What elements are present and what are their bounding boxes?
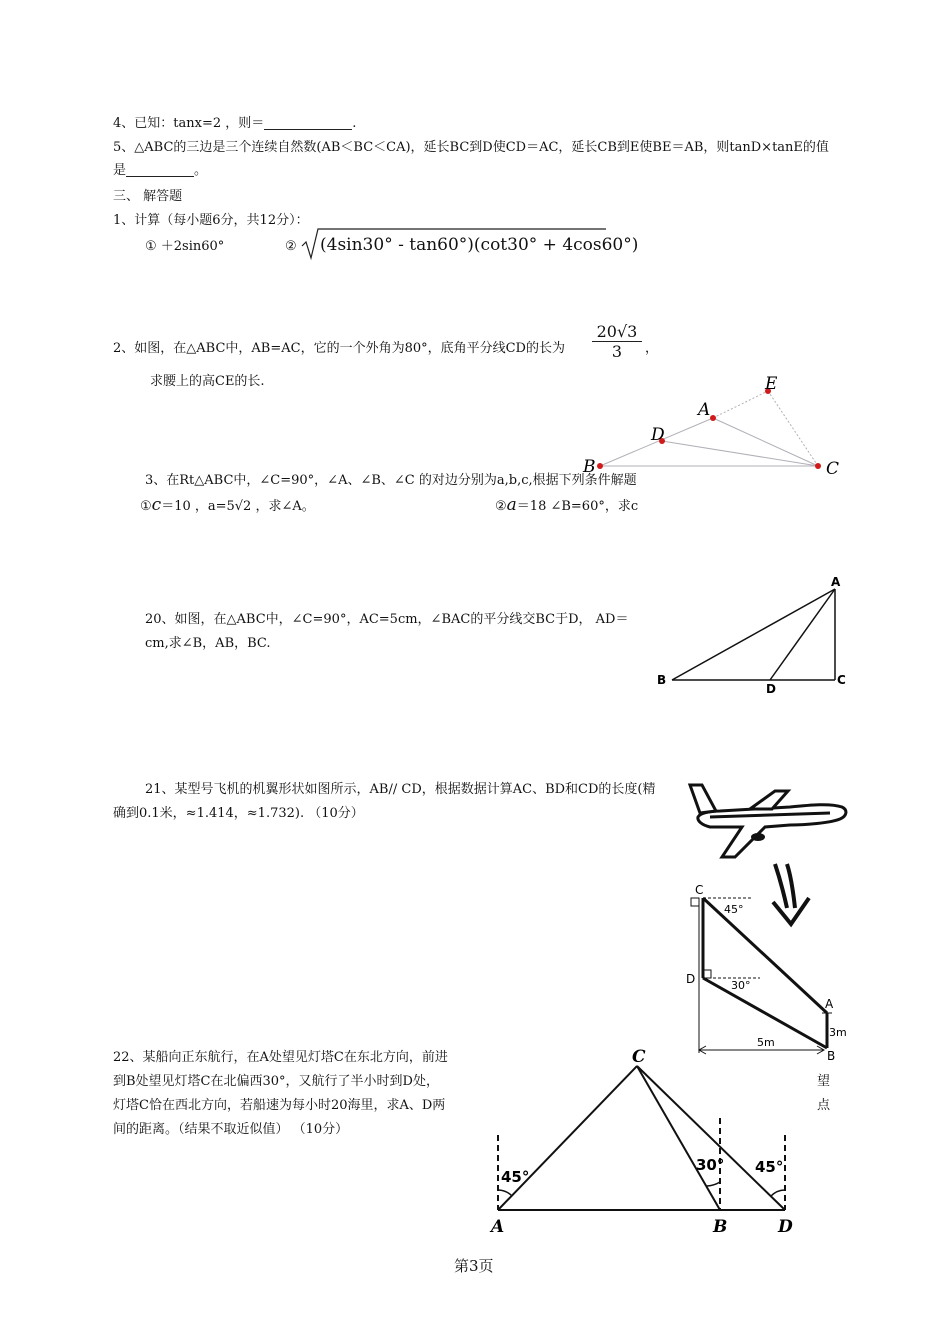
- problem-2-comma: ，: [645, 341, 659, 356]
- question-5-line1: 5、△ABC的三边是三个连续自然数(AB＜BC＜CA)，延长BC到D使CD＝AC，延长CB到E使BE＝AB，则tanD×tanE的值: [113, 140, 829, 155]
- problem-1-title: 1、计算（每小题6分，共12分）：: [113, 213, 309, 228]
- question-5-prefix: 是: [113, 163, 127, 178]
- problem-2-line2: 求腰上的高CE的长.: [150, 374, 265, 389]
- question-4-end: .: [352, 116, 357, 131]
- label-d: D: [766, 682, 776, 696]
- label-a: A: [698, 400, 711, 420]
- label-d: D: [651, 425, 665, 445]
- angle-30: 30°: [731, 979, 751, 992]
- problem-22-line2: 到B处望见灯塔C在北偏西30°，又航行了半小时到D处，: [113, 1074, 439, 1089]
- label-c: C: [695, 883, 704, 897]
- variable-c: c: [151, 495, 162, 515]
- side-text-2: 点: [817, 1098, 831, 1113]
- page-number: 第3页: [454, 1257, 494, 1275]
- fraction-numerator: 20√3: [592, 322, 642, 342]
- fraction-denominator: 3: [611, 342, 623, 361]
- label-d: D: [778, 1217, 793, 1237]
- condition-2-mark: ②: [495, 499, 507, 514]
- condition-2-text: ＝18 ∠B=60°，求c: [516, 499, 639, 514]
- question-5-suffix: 。: [194, 163, 208, 178]
- problem-20-line1: 20、如图，在△ABC中，∠C=90°，AC=5cm，∠BAC的平分线交BC于D， AD＝: [145, 612, 629, 627]
- label-a: A: [825, 997, 834, 1011]
- segment-cb: [637, 1066, 720, 1210]
- label-c: C: [826, 459, 840, 479]
- section-title: 三、 解答题: [113, 189, 183, 204]
- label-a: A: [831, 575, 841, 589]
- angle-45: 45°: [724, 903, 744, 916]
- angle-45-left: 45°: [501, 1168, 530, 1186]
- problem-21-line2: 确到0.1米，≈1.414，≈1.732). （10分）: [113, 806, 364, 821]
- condition-1-mark: ①: [140, 499, 152, 514]
- problem-22-line1: 22、某船向正东航行，在A处望见灯塔C在东北方向，前进: [113, 1050, 448, 1065]
- condition-1-text: ＝10 ，a=5√2 ，求∠A。: [161, 499, 315, 514]
- angle-45-right: 45°: [755, 1158, 784, 1176]
- problem-22-line3: 灯塔C恰在西北方向，若船速为每小时20海里，求A、D两: [113, 1098, 446, 1113]
- problem-1-item-2-expression: (4sin30° - tan60°)(cot30° + 4cos60°): [320, 235, 639, 255]
- label-c: C: [632, 1047, 646, 1067]
- question-4-text: 4、已知：tanx=2 ，则＝: [113, 116, 265, 131]
- length-3m: 3m: [829, 1026, 847, 1039]
- problem-22-line4: 间的距离。（结果不取近似值） （10分）: [113, 1122, 349, 1137]
- label-b: B: [657, 673, 667, 687]
- problem-2-text: 2、如图，在△ABC中，AB=AC，它的一个外角为80°，底角平分线CD的长为: [113, 341, 565, 356]
- length-5m: 5m: [757, 1036, 775, 1049]
- label-e: E: [765, 374, 778, 394]
- label-b: B: [713, 1217, 728, 1237]
- segment-cd: [637, 1066, 785, 1210]
- label-a: A: [491, 1217, 505, 1237]
- problem-21-line1: 21、某型号飞机的机翼形状如图所示，AB// CD，根据数据计算AC、BD和CD的长度(精: [145, 782, 656, 797]
- side-text-1: 望: [817, 1074, 831, 1089]
- variable-a: a: [506, 495, 517, 515]
- problem-3-line1: 3、在Rt△ABC中，∠C=90°，∠A、∠B、∠C 的对边分别为a,b,c,根据下列条件解题: [145, 473, 637, 488]
- angle-30: 30°: [696, 1156, 725, 1174]
- segment-ac: [498, 1066, 637, 1210]
- label-c: C: [837, 673, 846, 687]
- label-b: B: [827, 1049, 836, 1063]
- problem-1-item-2-mark: ②: [285, 239, 297, 254]
- label-b: B: [583, 457, 596, 477]
- problem-1-item-1: ① ＋2sin60°: [145, 239, 225, 254]
- label-d: D: [686, 972, 696, 986]
- problem-20-line2: cm,求∠B，AB，BC.: [145, 636, 271, 651]
